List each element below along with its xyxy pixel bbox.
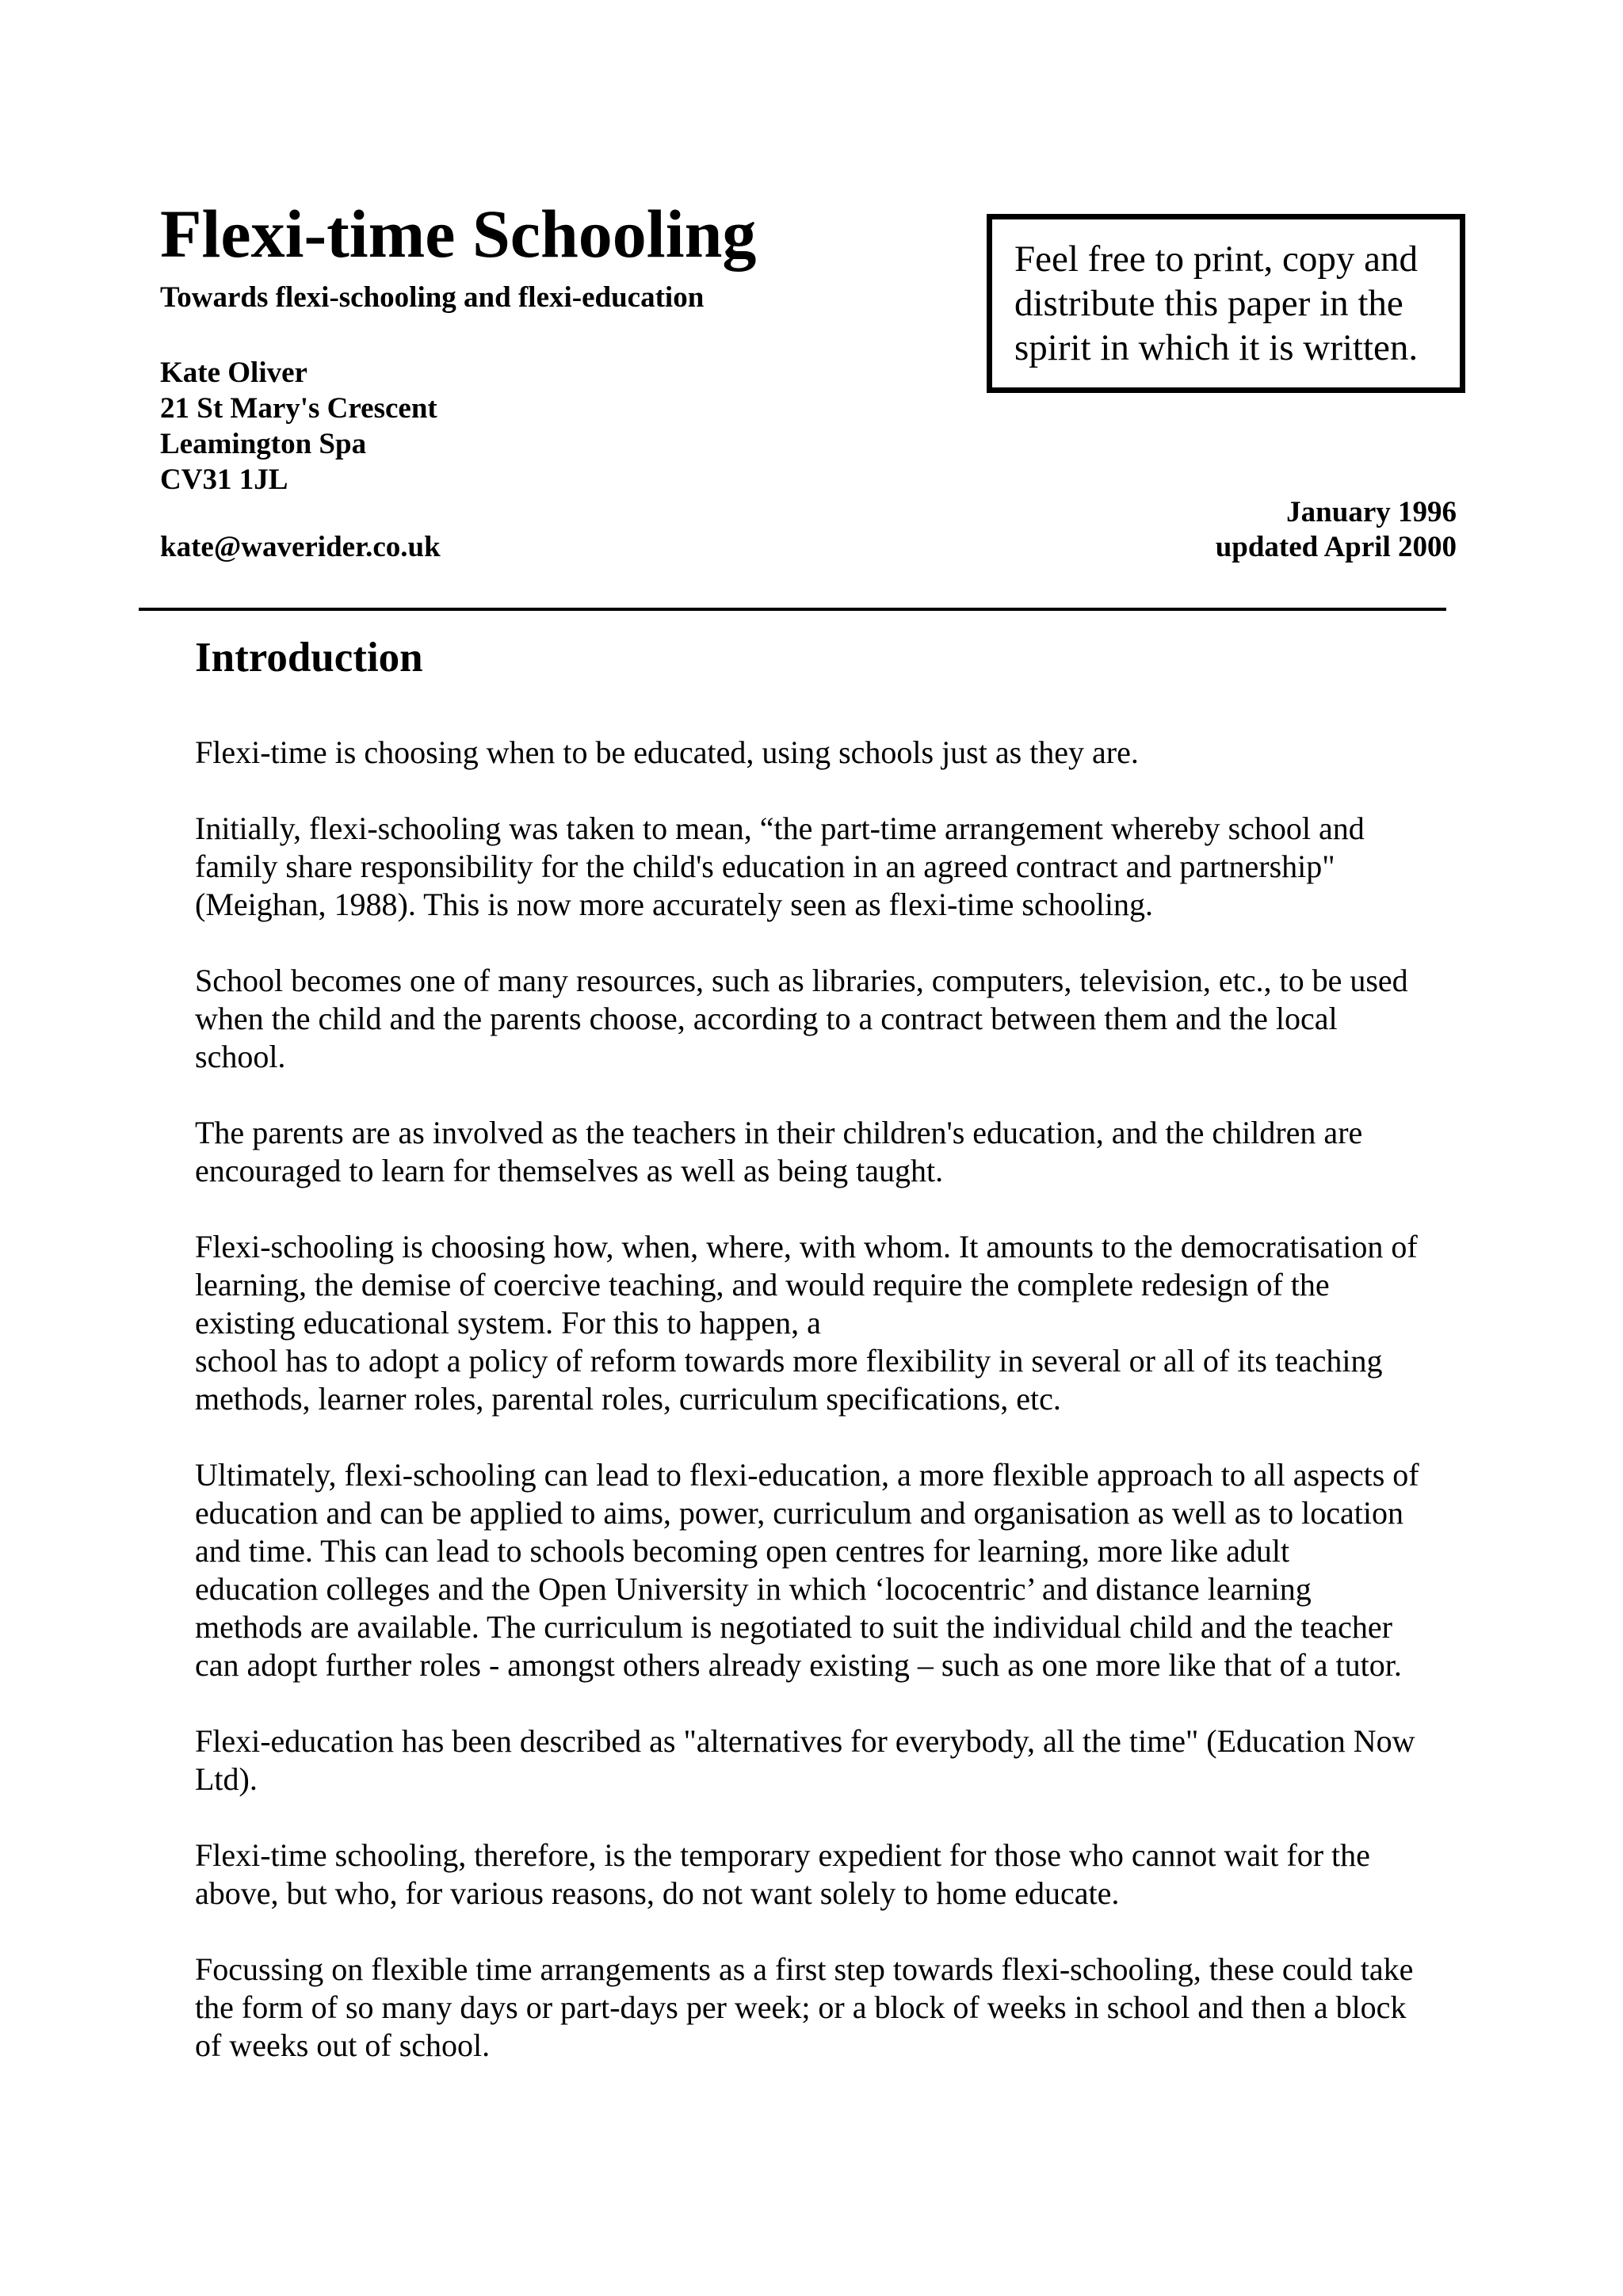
address-street: 21 St Mary's Crescent xyxy=(160,392,437,425)
paragraph-line: methods, learner roles, parental roles, curriculum specifications, etc. xyxy=(195,1381,1061,1417)
paragraph-line: school. xyxy=(195,1039,286,1074)
paragraph xyxy=(195,1114,1542,1190)
paragraph-line: Focussing on flexible time arrangements as a first step towards flexi-schooling, these could take xyxy=(195,1951,1414,1987)
paragraph xyxy=(195,1836,1542,1913)
notice-line: spirit in which it is written. xyxy=(1014,327,1419,368)
paragraph xyxy=(195,962,1542,1076)
address-town: Leamington Spa xyxy=(160,428,367,460)
paragraph-line: education colleges and the Open University in which ‘lococentric’ and distance learning xyxy=(195,1571,1312,1607)
paragraph xyxy=(195,734,1542,772)
notice-line: Feel free to print, copy and xyxy=(1014,238,1418,280)
date-original: January 1996 xyxy=(1286,496,1457,528)
author-email: kate@waverider.co.uk xyxy=(160,531,441,563)
section-body xyxy=(195,734,1542,2103)
document-title: Flexi-time Schooling xyxy=(160,196,757,272)
paragraph xyxy=(195,1722,1542,1798)
paragraph xyxy=(195,1951,1542,2065)
paragraph-line: Flexi-time is choosing when to be educated, using schools just as they are. xyxy=(195,734,1139,770)
paragraph xyxy=(195,1228,1542,1418)
paragraph-line: when the child and the parents choose, according to a contract between them and the local xyxy=(195,1001,1338,1036)
paragraph-line: existing educational system. For this to happen, a xyxy=(195,1305,821,1341)
paragraph-line: methods are available. The curriculum is negotiated to suit the individual child and the teacher xyxy=(195,1609,1392,1645)
date-updated: updated April 2000 xyxy=(1215,531,1457,563)
paragraph-line: education and can be applied to aims, power, curriculum and organisation as well as to location xyxy=(195,1495,1403,1531)
address-postcode: CV31 1JL xyxy=(160,463,288,496)
document-subtitle: Towards flexi-schooling and flexi-education xyxy=(160,281,705,314)
paragraph-line: can adopt further roles - amongst others already existing – such as one more like that of a tutor. xyxy=(195,1647,1402,1683)
paragraph-line: school has to adopt a policy of reform towards more flexibility in several or all of its teaching xyxy=(195,1343,1383,1379)
author-name: Kate Oliver xyxy=(160,357,307,389)
paragraph-line: Initially, flexi-schooling was taken to mean, “the part-time arrangement whereby school and xyxy=(195,810,1365,846)
paragraph-line: Flexi-schooling is choosing how, when, where, with whom. It amounts to the democratisation of xyxy=(195,1229,1418,1264)
paragraph-line: (Meighan, 1988). This is now more accurately seen as flexi-time schooling. xyxy=(195,887,1153,922)
document-dates xyxy=(1216,495,1457,565)
paragraph-line: The parents are as involved as the teachers in their children's education, and the children are xyxy=(195,1115,1363,1150)
section-heading: Introduction xyxy=(195,635,423,681)
paragraph-line: and time. This can lead to schools becoming open centres for learning, more like adult xyxy=(195,1533,1290,1569)
paragraph-line: Ltd). xyxy=(195,1761,258,1797)
author-address xyxy=(160,355,437,498)
paragraph-line: Flexi-education has been described as "alternatives for everybody, all the time" (Education Now xyxy=(195,1723,1415,1759)
copy-notice-box xyxy=(987,214,1465,393)
paragraph-line: Ultimately, flexi-schooling can lead to flexi-education, a more flexible approach to all aspects of xyxy=(195,1457,1419,1493)
paragraph-line: above, but who, for various reasons, do not want solely to home educate. xyxy=(195,1875,1120,1911)
header-divider xyxy=(139,608,1446,611)
notice-line: distribute this paper in the xyxy=(1014,283,1403,324)
paragraph xyxy=(195,810,1542,924)
paragraph-line: learning, the demise of coercive teaching, and would require the complete redesign of the xyxy=(195,1267,1330,1302)
paragraph-line: Flexi-time schooling, therefore, is the temporary expedient for those who cannot wait for the xyxy=(195,1837,1370,1873)
paragraph-line: encouraged to learn for themselves as well as being taught. xyxy=(195,1153,944,1188)
paragraph-line: School becomes one of many resources, such as libraries, computers, television, etc., to be used xyxy=(195,963,1408,998)
paragraph-line: the form of so many days or part-days per week; or a block of weeks in school and then a block xyxy=(195,1989,1407,2025)
paragraph-line: of weeks out of school. xyxy=(195,2027,491,2063)
paragraph xyxy=(195,1456,1542,1684)
paragraph-line: family share responsibility for the child's education in an agreed contract and partnership" xyxy=(195,849,1335,884)
